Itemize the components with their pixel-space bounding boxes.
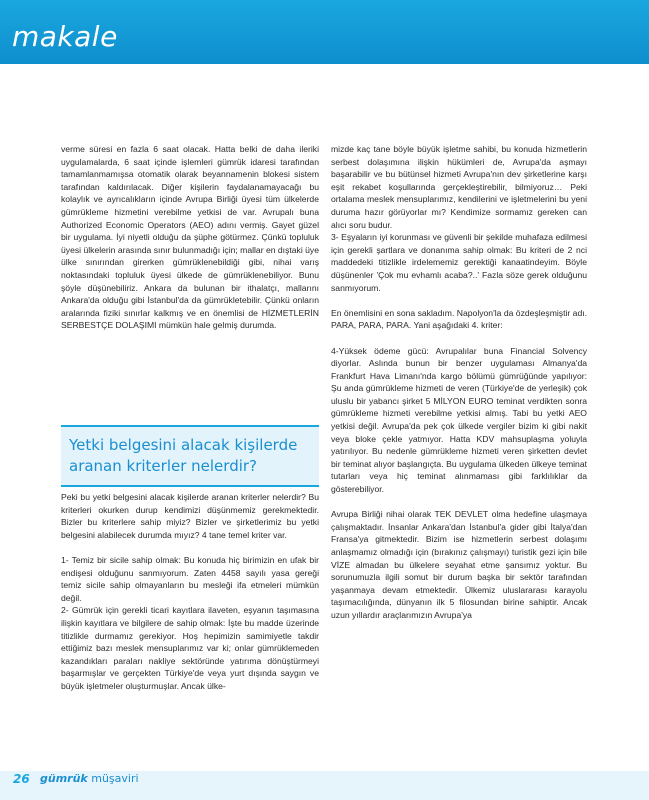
paragraph: Peki bu yetki belgesini alacak kişilerde aranan kriterler nelerdir? Bu kriterleri okurken durup kendimizi düşünmemiz gerekmektedir. Bizler bu kriterlere sahip miyiz? Bizler ve şirketlerimiz bu yetki belgesini alabilecek durumda mıyız? 4 tane temel kriter var.	[61, 492, 319, 540]
left-column-top	[61, 143, 319, 345]
section-title: makale	[12, 20, 118, 53]
brand-bold: gümrük	[40, 772, 88, 785]
footer-brand	[40, 772, 139, 785]
callout-box	[61, 425, 319, 487]
brand-light: müşaviri	[91, 772, 139, 785]
left-column-bottom	[61, 491, 319, 705]
page-number: 26	[13, 772, 30, 786]
paragraph: 1- Temiz bir sicile sahip olmak: Bu konuda hiç birimizin en ufak bir endişesi olduğunu sanmıyorum. Zaten 4458 sayılı yasa gereği temiz sicile sahip olmayanların bu mesleği ifa etmeleri mümkün değil. 2- Gümrük için gerekli ticari kayıtlara ilaveten, eşyanın taşımasına ilişkin kayıtlara ve bilgilere de sahip olmak: İşte bu madde üzerinde titizlikle durmamız gerekiyor. Hoş hepimizin samimiyetle takdir ettiğimiz bazı meslek mensuplarımız var ki; onlar gümrüklemeden kazandıkları paraları nakliye sektöründe yatırıma dönüştürmeyi başarmışlar ve gerçekten Türkiye'de veya yurt dışında saygın ve büyük işletmeler oluşturmuşlar. Ancak ülke-	[61, 554, 319, 691]
paragraph: Avrupa Birliği nihai olarak TEK DEVLET olma hedefine ulaşmaya çalışmaktadır. İnsanlar Ankara'dan İstanbul'a gider gibi İtalya'dan Fransa'ya gitmektedir. Bizim ise hizmetlerin serbest dolaşımı anlaşmamız olmadığı için (bırakınız çalışmayı) turistik gezi için bile VİZE almadan bu ülkelere seyahat etme şansımız yoktur. Bu sorunumuzla ilgili somut bir durum başka bir sektör tarafından yaşanmaya devam etmektedir. Ülkemiz uluslararası karayolu taşımacılığında, dünyanın ilk 5 filosundan birine sahiptir. Ancak uzun yıllardır araçlarımızın Avrupa'ya	[331, 509, 587, 620]
paragraph: verme süresi en fazla 6 saat olacak. Hatta belki de daha ileriki uygulamalarda, 6 saat içinde işlemleri gümrük idaresi tarafından tamamlanmamışsa otomatik olarak beyannamenin blokesi sistem tarafından kaldırılacak. Diğer kişilerin faydalanamayacağı bu kolaylık ve ayrıcalıkların içinde Avrupa Birliği üyesi tüm ülkelerde gümrükleme hizmetini verebilme yetkisi de var. Avrupalı buna Authorized Economic Operators (AEO) adını vermiş. Gayet güzel bir uygulama. İyi niyetli olduğu da şüphe götürmez. Çünkü topluluk üyesi ülkelerin arasında sınır bulunmadığı için; mallar en dıştaki üye ülke sınırından girerken gümrüklenebildiği gibi, nihai varış noktasındaki topluluk üyesi ülkede de gümrüklenebiliyor. Bunu şöyle düşünebiliriz. Ankara da bulunan bir ithalatçı, mallarını Ankara'da olduğu gibi İstanbul'da da gümrükletebilir. Çünkü onların aralarında fiziki sınırlar kalkmış ve en önemlisi de HİZMETLERİN SERBESTÇE DOLAŞIMI mümkün hale gelmiş durumda.	[61, 144, 319, 331]
right-column	[331, 143, 587, 634]
paragraph: En önemlisini en sona sakladım. Napolyon'la da özdeşleşmiştir adı. PARA, PARA, PARA. Yani aşağıdaki 4. kriter:	[331, 307, 587, 331]
callout-heading: Yetki belgesini alacak kişilerde aranan kriterler nelerdir?	[69, 436, 298, 475]
paragraph: mizde kaç tane böyle büyük işletme sahibi, bu konuda hizmetlerin serbest dolaşımına ilişkin hükümleri de, Avrupa'da aşmayı başarabilir ve bu bütünsel hizmeti Avrupa'nın dev şirketlerine karşı eşit rekabet koşullarında gerçekleştirebilir, bilmiyoruz… Peki ortalama meslek mensuplarımız, kendilerini ve işletmelerini bu yeni duruma hazır görüyorlar mı? Kendimize sormamız gereken can alıcı soru budur. 3- Eşyaların iyi korunması ve güvenli bir şekilde muhafaza edilmesi için gerekli şartlara ve donanıma sahip olmak: Bu kriteri de 2 nci maddedeki titizlikle irdelememiz gerektiği kanaatindeyim. Böyle düşünenler 'Çok mu evhamlı acaba?..' Fazla söze gerek olduğunu sanmıyorum.	[331, 144, 587, 293]
paragraph: 4-Yüksek ödeme gücü: Avrupalılar buna Financial Solvency diyorlar. Aslında bunun bir benzer uygulaması Almanya'da Frankfurt Hava Limanı'nda kargo bölümü gümrüğünde yapılıyor: Şu anda gümrükleme hizmeti de veren (Türkiye'de de yerleşik) çok uluslu bir yabancı şirket 5 MİLYON EURO teminat verdikten sonra gümrükleme hizmeti verebilme yetkisi almış. Tabi bu yetki AEO yetkisi değil. Avrupa'da pek çok ülkede vergiler bizim ki gibi nakit veya bloke çekle yatmıyor. Hatta KDV mahsuplaşma yoluyla yatırılıyor. Bu nedenle gümrükleme hizmeti veren şirketten devlet bir teminat alıyor başlangıçta. Bu uygulama ülkeden ülkeye teminat tutarları veya hiç teminat alınmaması gibi farklılıklar da gösterebiliyor.	[331, 345, 587, 495]
